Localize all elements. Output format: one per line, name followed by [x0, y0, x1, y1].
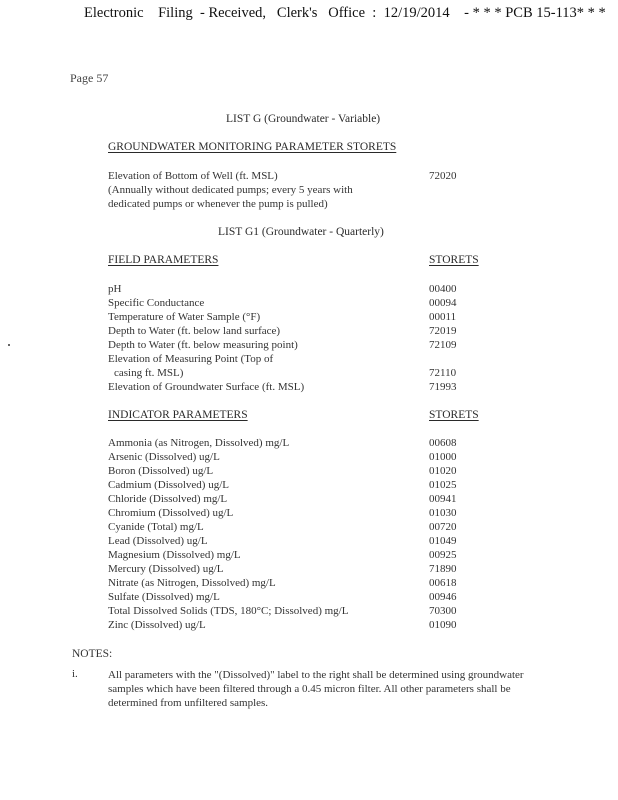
list-g-title: LIST G (Groundwater - Variable) — [226, 113, 381, 125]
note-text: All parameters with the "(Dissolved)" label to the right shall be determined using groundwater samples which have been filtered through a 0.45 micron filter. All other parameters shall be determined from unfiltered samples. — [108, 669, 524, 709]
field-param-code: 00011 — [429, 311, 457, 323]
filing-header — [84, 5, 606, 22]
field-param-name: Depth to Water (ft. below measuring point) — [108, 339, 298, 351]
field-param-code: 00400 — [429, 283, 457, 295]
list-g-item-line: (Annually without dedicated pumps; every 5 years with — [108, 184, 353, 196]
header-part: Clerk's — [276, 5, 318, 21]
indicator-param-code: 00941 — [429, 493, 457, 505]
indicator-param-name: Boron (Dissolved) ug/L — [108, 465, 214, 477]
indicator-param-name: Sulfate (Dissolved) mg/L — [108, 591, 220, 603]
field-param-name: Depth to Water (ft. below land surface) — [108, 325, 281, 337]
indicator-param-name: Cadmium (Dissolved) ug/L — [108, 479, 229, 491]
list-g-item-line: dedicated pumps or whenever the pump is pulled) — [108, 198, 328, 210]
indicator-param-code: 01030 — [429, 507, 457, 519]
field-param-name: pH — [108, 283, 122, 295]
list-g-item-code: 72020 — [429, 170, 457, 182]
header-part: - * * * PCB 15-113* * * — [464, 5, 606, 21]
list-g-item-line: Elevation of Bottom of Well (ft. MSL) — [108, 170, 278, 182]
header-part: 12/19/2014 — [383, 5, 450, 21]
field-param-name: Specific Conductance — [108, 297, 205, 309]
indicator-parameters-heading: INDICATOR PARAMETERS — [108, 409, 248, 421]
field-storets-heading: STORETS — [429, 254, 479, 266]
indicator-param-name: Chloride (Dissolved) mg/L — [108, 493, 228, 505]
indicator-param-code: 01049 — [429, 535, 457, 547]
header-part: Filing — [158, 5, 193, 21]
note-marker: i. — [72, 668, 78, 680]
indicator-param-code: 01025 — [429, 479, 457, 491]
page-number: Page 57 — [70, 71, 109, 85]
indicator-param-code: 00618 — [429, 577, 457, 589]
scan-speck — [8, 344, 10, 346]
indicator-param-code: 00946 — [429, 591, 457, 603]
field-param-name-cont: casing ft. MSL) — [114, 367, 184, 379]
field-parameters-heading: FIELD PARAMETERS — [108, 254, 219, 266]
header-part: : — [372, 5, 377, 21]
notes-heading: NOTES: — [72, 648, 113, 660]
indicator-param-code: 01090 — [429, 619, 457, 631]
indicator-param-name: Mercury (Dissolved) ug/L — [108, 563, 224, 575]
header-part: - Received, — [200, 5, 267, 21]
indicator-param-code: 00925 — [429, 549, 457, 561]
field-param-code: 72110 — [429, 367, 457, 379]
header-part: Office — [328, 5, 366, 21]
header-part: Electronic — [84, 5, 144, 21]
groundwater-monitoring-heading: GROUNDWATER MONITORING PARAMETER STORETS — [108, 141, 397, 153]
indicator-param-code: 00608 — [429, 437, 457, 449]
indicator-param-name: Total Dissolved Solids (TDS, 180°C; Dissolved) mg/L — [108, 605, 349, 617]
field-param-name: Temperature of Water Sample (°F) — [108, 311, 261, 323]
indicator-param-name: Lead (Dissolved) ug/L — [108, 535, 208, 547]
field-param-code: 72109 — [429, 339, 457, 351]
indicator-param-name: Cyanide (Total) mg/L — [108, 521, 204, 533]
field-param-name: Elevation of Measuring Point (Top of — [108, 353, 274, 365]
field-param-code: 72019 — [429, 325, 457, 337]
indicator-param-name: Ammonia (as Nitrogen, Dissolved) mg/L — [108, 437, 290, 449]
indicator-param-code: 01020 — [429, 465, 457, 477]
list-g1-title: LIST G1 (Groundwater - Quarterly) — [218, 226, 384, 238]
indicator-param-code: 00720 — [429, 521, 457, 533]
field-param-name: Elevation of Groundwater Surface (ft. MSL) — [108, 381, 305, 393]
field-param-code: 71993 — [429, 381, 457, 393]
indicator-param-name: Magnesium (Dissolved) mg/L — [108, 549, 241, 561]
indicator-param-name: Nitrate (as Nitrogen, Dissolved) mg/L — [108, 577, 276, 589]
indicator-param-code: 70300 — [429, 605, 457, 617]
indicator-param-code: 71890 — [429, 563, 457, 575]
indicator-param-name: Zinc (Dissolved) ug/L — [108, 619, 206, 631]
indicator-param-code: 01000 — [429, 451, 457, 463]
field-param-code: 00094 — [429, 297, 457, 309]
indicator-param-name: Arsenic (Dissolved) ug/L — [108, 451, 220, 463]
indicator-param-name: Chromium (Dissolved) ug/L — [108, 507, 234, 519]
indicator-storets-heading: STORETS — [429, 409, 479, 421]
